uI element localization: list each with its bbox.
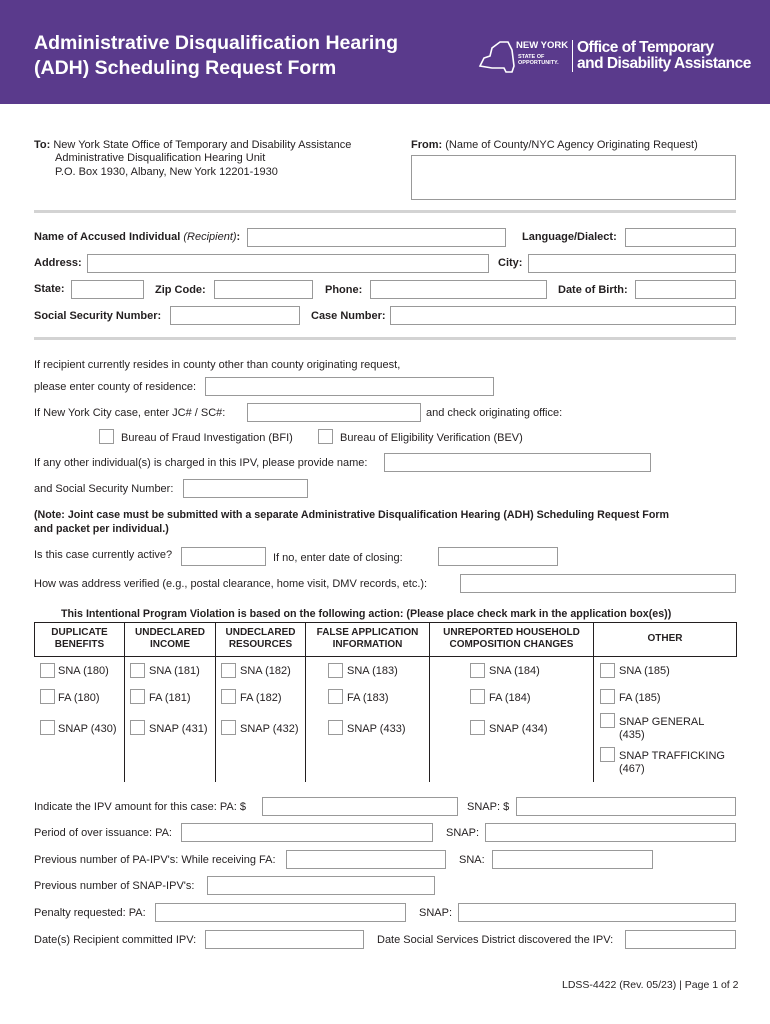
other-individual-name-input[interactable] (384, 453, 651, 472)
penalty-label: Penalty requested: PA: (34, 907, 146, 919)
penalty-snap-input[interactable] (458, 903, 736, 922)
recipient-name-input[interactable] (247, 228, 506, 247)
penalty-pa-input[interactable] (155, 903, 406, 922)
residence-text-line-1: If recipient currently resides in county other than county originating request, (34, 359, 401, 371)
previous-pa-fa-input[interactable] (286, 850, 446, 869)
column-header-false-application (306, 627, 429, 651)
column-header-line: DUPLICATE (51, 627, 108, 638)
address-verified-input[interactable] (460, 574, 736, 593)
previous-sna-input[interactable] (492, 850, 653, 869)
address-label: Address: (34, 257, 82, 269)
joint-case-note-line-1: (Note: Joint case must be submitted with a separate Administrative Disqualification Hearing (ADH) Scheduling Request Form (34, 509, 670, 521)
fa-184-checkbox[interactable] (470, 689, 485, 704)
sna-180-checkbox[interactable] (40, 663, 55, 678)
title-line-1: Administrative Disqualification Hearing (34, 32, 399, 54)
fa-181-checkbox[interactable] (130, 689, 145, 704)
snap-trafficking-label (619, 750, 725, 776)
sna-182-label: SNA (182) (240, 665, 291, 677)
snap-amount-input[interactable] (516, 797, 736, 816)
ipv-dates-label: Date(s) Recipient committed IPV: (34, 934, 197, 946)
logo-ny-line3: OPPORTUNITY. (518, 60, 559, 66)
city-input[interactable] (528, 254, 736, 273)
sna-184-checkbox[interactable] (470, 663, 485, 678)
agency-line-2: and Disability Assistance (577, 55, 751, 72)
sna-183-label: SNA (183) (347, 665, 398, 677)
logo-ny-line2: STATE OF (518, 54, 545, 60)
overissuance-snap-label: SNAP: (446, 827, 480, 839)
sna-183-checkbox[interactable] (328, 663, 343, 678)
county-of-residence-input[interactable] (205, 377, 494, 396)
closing-date-input[interactable] (438, 547, 558, 566)
snap-433-label: SNAP (433) (347, 723, 406, 735)
language-input[interactable] (625, 228, 736, 247)
snap-431-label: SNAP (431) (149, 723, 208, 735)
snap-434-checkbox[interactable] (470, 720, 485, 735)
column-header-line: RESOURCES (228, 639, 293, 650)
language-label: Language/Dialect: (522, 231, 617, 243)
recipient-name-label (34, 231, 240, 244)
state-input[interactable] (71, 280, 144, 299)
logo-ny-line1: NEW YORK (516, 40, 569, 51)
table-border (736, 622, 737, 657)
case-active-input[interactable] (181, 547, 266, 566)
dob-input[interactable] (635, 280, 736, 299)
snap-434-label: SNAP (434) (489, 723, 548, 735)
fa-185-label: FA (185) (619, 692, 661, 704)
phone-label: Phone: (325, 284, 363, 296)
bfi-checkbox[interactable] (99, 429, 114, 444)
snap-430-checkbox[interactable] (40, 720, 55, 735)
ssn-label: Social Security Number: (34, 310, 162, 322)
column-header-other: OTHER (647, 633, 683, 644)
dob-label: Date of Birth: (558, 284, 628, 296)
to-label: To: (34, 139, 51, 151)
snap-432-label: SNAP (432) (240, 723, 299, 735)
column-header-line: UNDECLARED (225, 627, 296, 638)
ipv-dates-input[interactable] (205, 930, 364, 949)
column-header-undeclared-resources (216, 627, 305, 651)
bev-label: Bureau of Eligibility Verification (BEV) (340, 432, 523, 444)
from-block (411, 139, 698, 152)
ipv-discovered-label: Date Social Services District discovered the IPV: (377, 934, 614, 946)
state-label: State: (34, 283, 65, 295)
form-title (34, 31, 398, 81)
name-label-italic: (Recipient) (183, 231, 237, 243)
column-header-line: INFORMATION (332, 639, 403, 650)
residence-text-line-2: please enter county of residence: (34, 381, 197, 393)
zip-label: Zip Code: (155, 284, 206, 296)
fa-183-label: FA (183) (347, 692, 389, 704)
table-column-line (124, 657, 125, 782)
previous-snap-ipv-label: Previous number of SNAP-IPV's: (34, 880, 195, 892)
snap-431-checkbox[interactable] (130, 720, 145, 735)
case-number-input[interactable] (390, 306, 736, 325)
fa-181-label: FA (181) (149, 692, 191, 704)
column-header-line: COMPOSITION CHANGES (449, 639, 574, 650)
title-line-2: (ADH) Scheduling Request Form (34, 57, 337, 79)
bev-checkbox[interactable] (318, 429, 333, 444)
sna-181-label: SNA (181) (149, 665, 200, 677)
overissuance-snap-input[interactable] (485, 823, 736, 842)
form-id-footer: LDSS-4422 (Rev. 05/23) | Page 1 of 2 (562, 979, 739, 991)
fa-182-checkbox[interactable] (221, 689, 236, 704)
to-line-2: Administrative Disqualification Hearing Unit (55, 152, 266, 164)
snap-430-label: SNAP (430) (58, 723, 117, 735)
from-text: (Name of County/NYC Agency Originating Request) (445, 139, 698, 151)
sna-185-label: SNA (185) (619, 665, 670, 677)
column-header-line: FALSE APPLICATION (316, 627, 419, 638)
column-header-unreported-household (430, 627, 593, 651)
sna-181-checkbox[interactable] (130, 663, 145, 678)
sna-184-label: SNA (184) (489, 665, 540, 677)
snap-general-line-1: SNAP GENERAL (619, 716, 705, 728)
ssn-input[interactable] (170, 306, 300, 325)
fa-180-checkbox[interactable] (40, 689, 55, 704)
ipv-amount-pa-input[interactable] (262, 797, 458, 816)
other-ssn-input[interactable] (183, 479, 308, 498)
from-label: From: (411, 139, 443, 151)
snap-trafficking-467-checkbox[interactable] (600, 747, 615, 762)
previous-snap-ipv-input[interactable] (207, 876, 435, 895)
agency-name (577, 40, 751, 72)
other-individual-label: If any other individual(s) is charged in this IPV, please provide name: (34, 457, 368, 469)
zip-input[interactable] (214, 280, 313, 299)
name-label-colon: : (236, 231, 241, 243)
fa-180-label: FA (180) (58, 692, 100, 704)
ipv-amount-label: Indicate the IPV amount for this case: PA: $ (34, 801, 246, 813)
new-york-state-logo-icon (478, 36, 570, 78)
bfi-label: Bureau of Fraud Investigation (BFI) (121, 432, 293, 444)
jc-sc-input[interactable] (247, 403, 421, 422)
table-column-line (593, 657, 594, 782)
fa-183-checkbox[interactable] (328, 689, 343, 704)
overissuance-pa-input[interactable] (181, 823, 433, 842)
table-column-line (215, 657, 216, 782)
divider (34, 210, 736, 213)
case-number-label: Case Number: (311, 310, 386, 322)
overissuance-label: Period of over issuance: PA: (34, 827, 172, 839)
closing-date-label: If no, enter date of closing: (273, 552, 403, 564)
previous-pa-ipv-label: Previous number of PA-IPV's: While receiving FA: (34, 854, 276, 866)
ipv-table-heading: This Intentional Program Violation is based on the following action: (Please place check mark in the application box(es)) (61, 608, 672, 620)
previous-sna-label: SNA: (459, 854, 485, 866)
fa-184-label: FA (184) (489, 692, 531, 704)
to-line-3: P.O. Box 1930, Albany, New York 12201-1930 (55, 166, 278, 178)
originating-office-label: and check originating office: (426, 407, 563, 419)
phone-input[interactable] (370, 280, 547, 299)
snap-trafficking-line-1: SNAP TRAFFICKING (619, 750, 725, 762)
ipv-discovered-input[interactable] (625, 930, 736, 949)
table-column-line (429, 657, 430, 782)
fa-185-checkbox[interactable] (600, 689, 615, 704)
table-column-line (305, 657, 306, 782)
sna-180-label: SNA (180) (58, 665, 109, 677)
table-top-border (34, 622, 736, 623)
sna-182-checkbox[interactable] (221, 663, 236, 678)
snap-general-435-checkbox[interactable] (600, 713, 615, 728)
agency-line-1: Office of Temporary (577, 39, 714, 56)
column-header-duplicate-benefits (35, 627, 124, 651)
to-block (34, 139, 351, 152)
column-header-line: INCOME (150, 639, 190, 650)
address-verified-label: How was address verified (e.g., postal clearance, home visit, DMV records, etc.): (34, 578, 428, 590)
name-label-text: Name of Accused Individual (34, 231, 181, 243)
snap-433-checkbox[interactable] (328, 720, 343, 735)
city-label: City: (498, 257, 523, 269)
case-active-label: Is this case currently active? (34, 549, 173, 561)
logo-separator (572, 40, 573, 72)
divider (34, 337, 736, 340)
snap-amount-label: SNAP: $ (467, 801, 510, 813)
joint-case-note-line-2: and packet per individual.) (34, 523, 169, 535)
nyc-case-label: If New York City case, enter JC# / SC#: (34, 407, 226, 419)
column-header-line: UNDECLARED (135, 627, 205, 638)
snap-general-line-2: (435) (619, 729, 645, 741)
snap-432-checkbox[interactable] (221, 720, 236, 735)
sna-185-checkbox[interactable] (600, 663, 615, 678)
fa-182-label: FA (182) (240, 692, 282, 704)
penalty-snap-label: SNAP: (419, 907, 453, 919)
column-header-line: BENEFITS (54, 639, 105, 650)
snap-trafficking-line-2: (467) (619, 763, 645, 775)
other-ssn-label: and Social Security Number: (34, 483, 174, 495)
to-line-1: New York State Office of Temporary and Disability Assistance (53, 139, 352, 151)
address-input[interactable] (87, 254, 489, 273)
snap-general-label (619, 716, 704, 742)
column-header-undeclared-income (125, 627, 215, 651)
table-header-border (34, 656, 736, 657)
from-field[interactable] (411, 155, 736, 200)
column-header-line: UNREPORTED HOUSEHOLD (443, 627, 580, 638)
